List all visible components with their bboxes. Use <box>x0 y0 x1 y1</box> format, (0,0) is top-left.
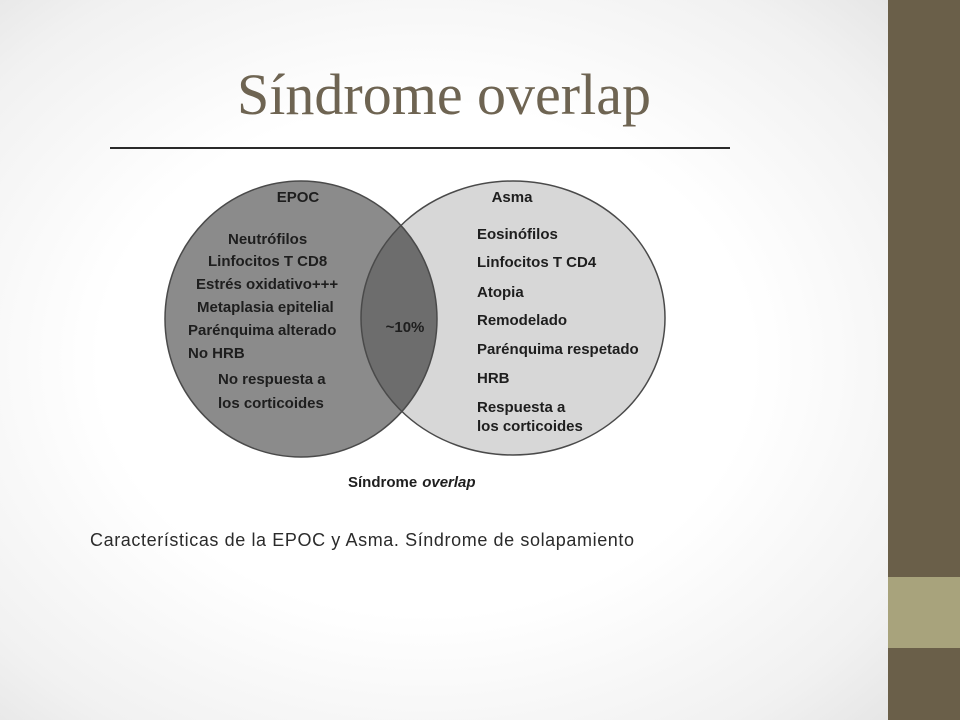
asma-item: Parénquima respetado <box>477 341 639 358</box>
asma-label: Asma <box>491 189 533 206</box>
sidebar-accent <box>888 0 960 720</box>
asma-item: Atopia <box>477 284 524 301</box>
epoc-item: Neutrófilos <box>228 231 308 248</box>
asma-item: Remodelado <box>477 312 568 329</box>
slide-title: Síndrome overlap <box>237 62 651 127</box>
diagram-footer-emphasis: overlap <box>422 474 476 491</box>
asma-item: Eosinófilos <box>477 226 558 243</box>
asma-item: Respuesta a <box>477 399 566 416</box>
sidebar-accent-band <box>888 577 960 648</box>
overlap-value: ~10% <box>385 319 425 336</box>
asma-item: los corticoides <box>477 418 583 435</box>
diagram-footer-text: Síndrome <box>348 474 418 491</box>
epoc-label: EPOC <box>276 189 320 206</box>
asma-item: Linfocitos T CD4 <box>477 254 597 271</box>
epoc-item: Estrés oxidativo+++ <box>196 276 339 293</box>
epoc-item: Metaplasia epitelial <box>197 299 334 316</box>
epoc-item: Linfocitos T CD8 <box>208 253 328 270</box>
asma-item: HRB <box>477 370 510 387</box>
diagram-footer <box>348 474 476 491</box>
epoc-item: No respuesta a <box>218 371 326 388</box>
epoc-item: los corticoides <box>218 395 324 412</box>
epoc-item: No HRB <box>188 345 245 362</box>
slide-caption: Características de la EPOC y Asma. Síndrome de solapamiento <box>90 530 635 550</box>
epoc-item: Parénquima alterado <box>188 322 337 339</box>
